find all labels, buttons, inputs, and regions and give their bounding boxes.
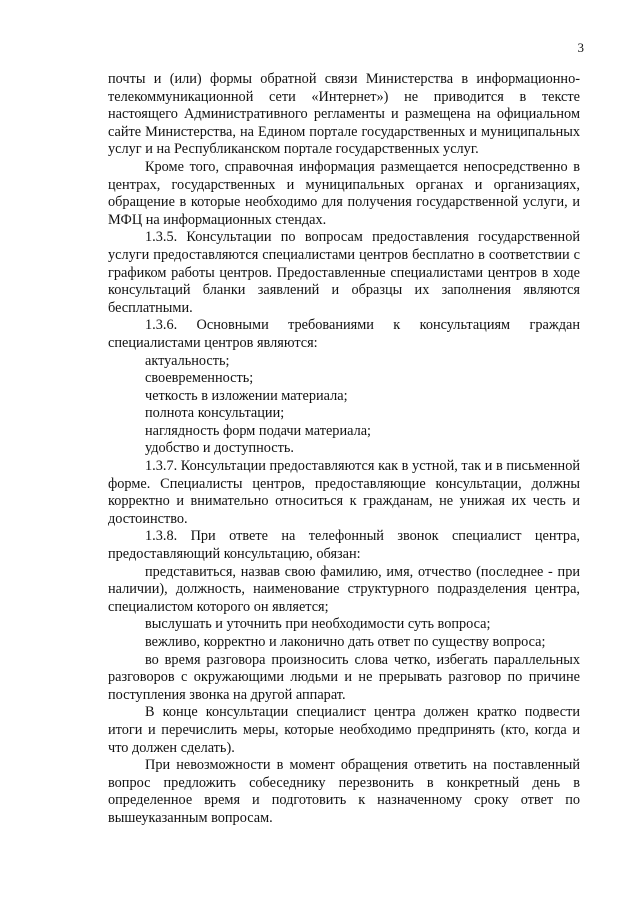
list-item-timeliness: своевременность; bbox=[145, 370, 254, 387]
list-item-relevance: актуальность; bbox=[145, 352, 230, 369]
paragraph-1-3-7: 1.3.7. Консультации предоставляются как в устной, так и в письменной форме. Специалисты центров, предоставляющие консультации, должны корректно и внимательно относиться к гражданам, не унижая их честь и достоинство. bbox=[108, 458, 580, 527]
paragraph-reference-info: Кроме того, справочная информация размещается непосредственно в центрах, государственных и муниципальных органах и организациях, обращение в которые необходимо для получения государственной услуги, и МФЦ на информационных стендах. bbox=[108, 158, 580, 228]
paragraph-contacts-continuation: почты и (или) формы обратной связи Министерства в информационно-телекоммуникационной сети «Интернет») не приводится в тексте настоящего Административного регламенты и размещена на официальном сайте Министерства, на Едином портале государственных и муниципальных услуг и на Республиканском портале государственных услуг. bbox=[108, 71, 580, 158]
paragraph-summarize: В конце консультации специалист центра должен кратко подвести итоги и перечислить меры, которые необходимо предпринять (кто, когда и что должен сделать). bbox=[108, 704, 580, 756]
list-item-visual-forms: наглядность форм подачи материала; bbox=[145, 422, 372, 439]
paragraph-listen: выслушать и уточнить при необходимости суть вопроса; bbox=[145, 616, 491, 633]
paragraph-polite-answer: вежливо, корректно и лаконично дать ответ по существу вопроса; bbox=[145, 634, 546, 650]
list-item-clarity: четкость в изложении материала; bbox=[145, 387, 348, 404]
document-body bbox=[108, 71, 580, 828]
paragraph-1-3-6: 1.3.6. Основными требованиями к консультациям граждан специалистами центров являются: bbox=[108, 317, 580, 351]
paragraph-1-3-8: 1.3.8. При ответе на телефонный звонок специалист центра, предоставляющий консультацию, обязан: bbox=[108, 528, 580, 563]
paragraph-1-3-5: 1.3.5. Консультации по вопросам предоставления государственной услуги предоставляются специалистами центров бесплатно в соответствии с графиком работы центров. Предоставленные специалистами центров в ходе консультаций бланки заявлений и образцы их заполнения являются бесплатными. bbox=[108, 229, 580, 316]
list-item-completeness: полнота консультации; bbox=[145, 405, 285, 422]
page-number: 3 bbox=[577, 40, 584, 55]
list-item-convenience: удобство и доступность. bbox=[145, 440, 294, 457]
paragraph-callback: При невозможности в момент обращения ответить на поставленный вопрос предложить собеседнику перезвонить в конкретный день в определенное время и подготовить к назначенному сроку ответ по вышеуказанным вопросам. bbox=[108, 757, 580, 826]
paragraph-speak-clearly: во время разговора произносить слова четко, избегать параллельных разговоров с окружающими людьми и не прерывать разговор по причине поступления звонка на другой аппарат. bbox=[108, 651, 580, 703]
paragraph-introduce-self: представиться, назвав свою фамилию, имя, отчество (последнее - при наличии), должность, наименование структурного подразделения центра, специалистом которого он является; bbox=[108, 563, 580, 615]
